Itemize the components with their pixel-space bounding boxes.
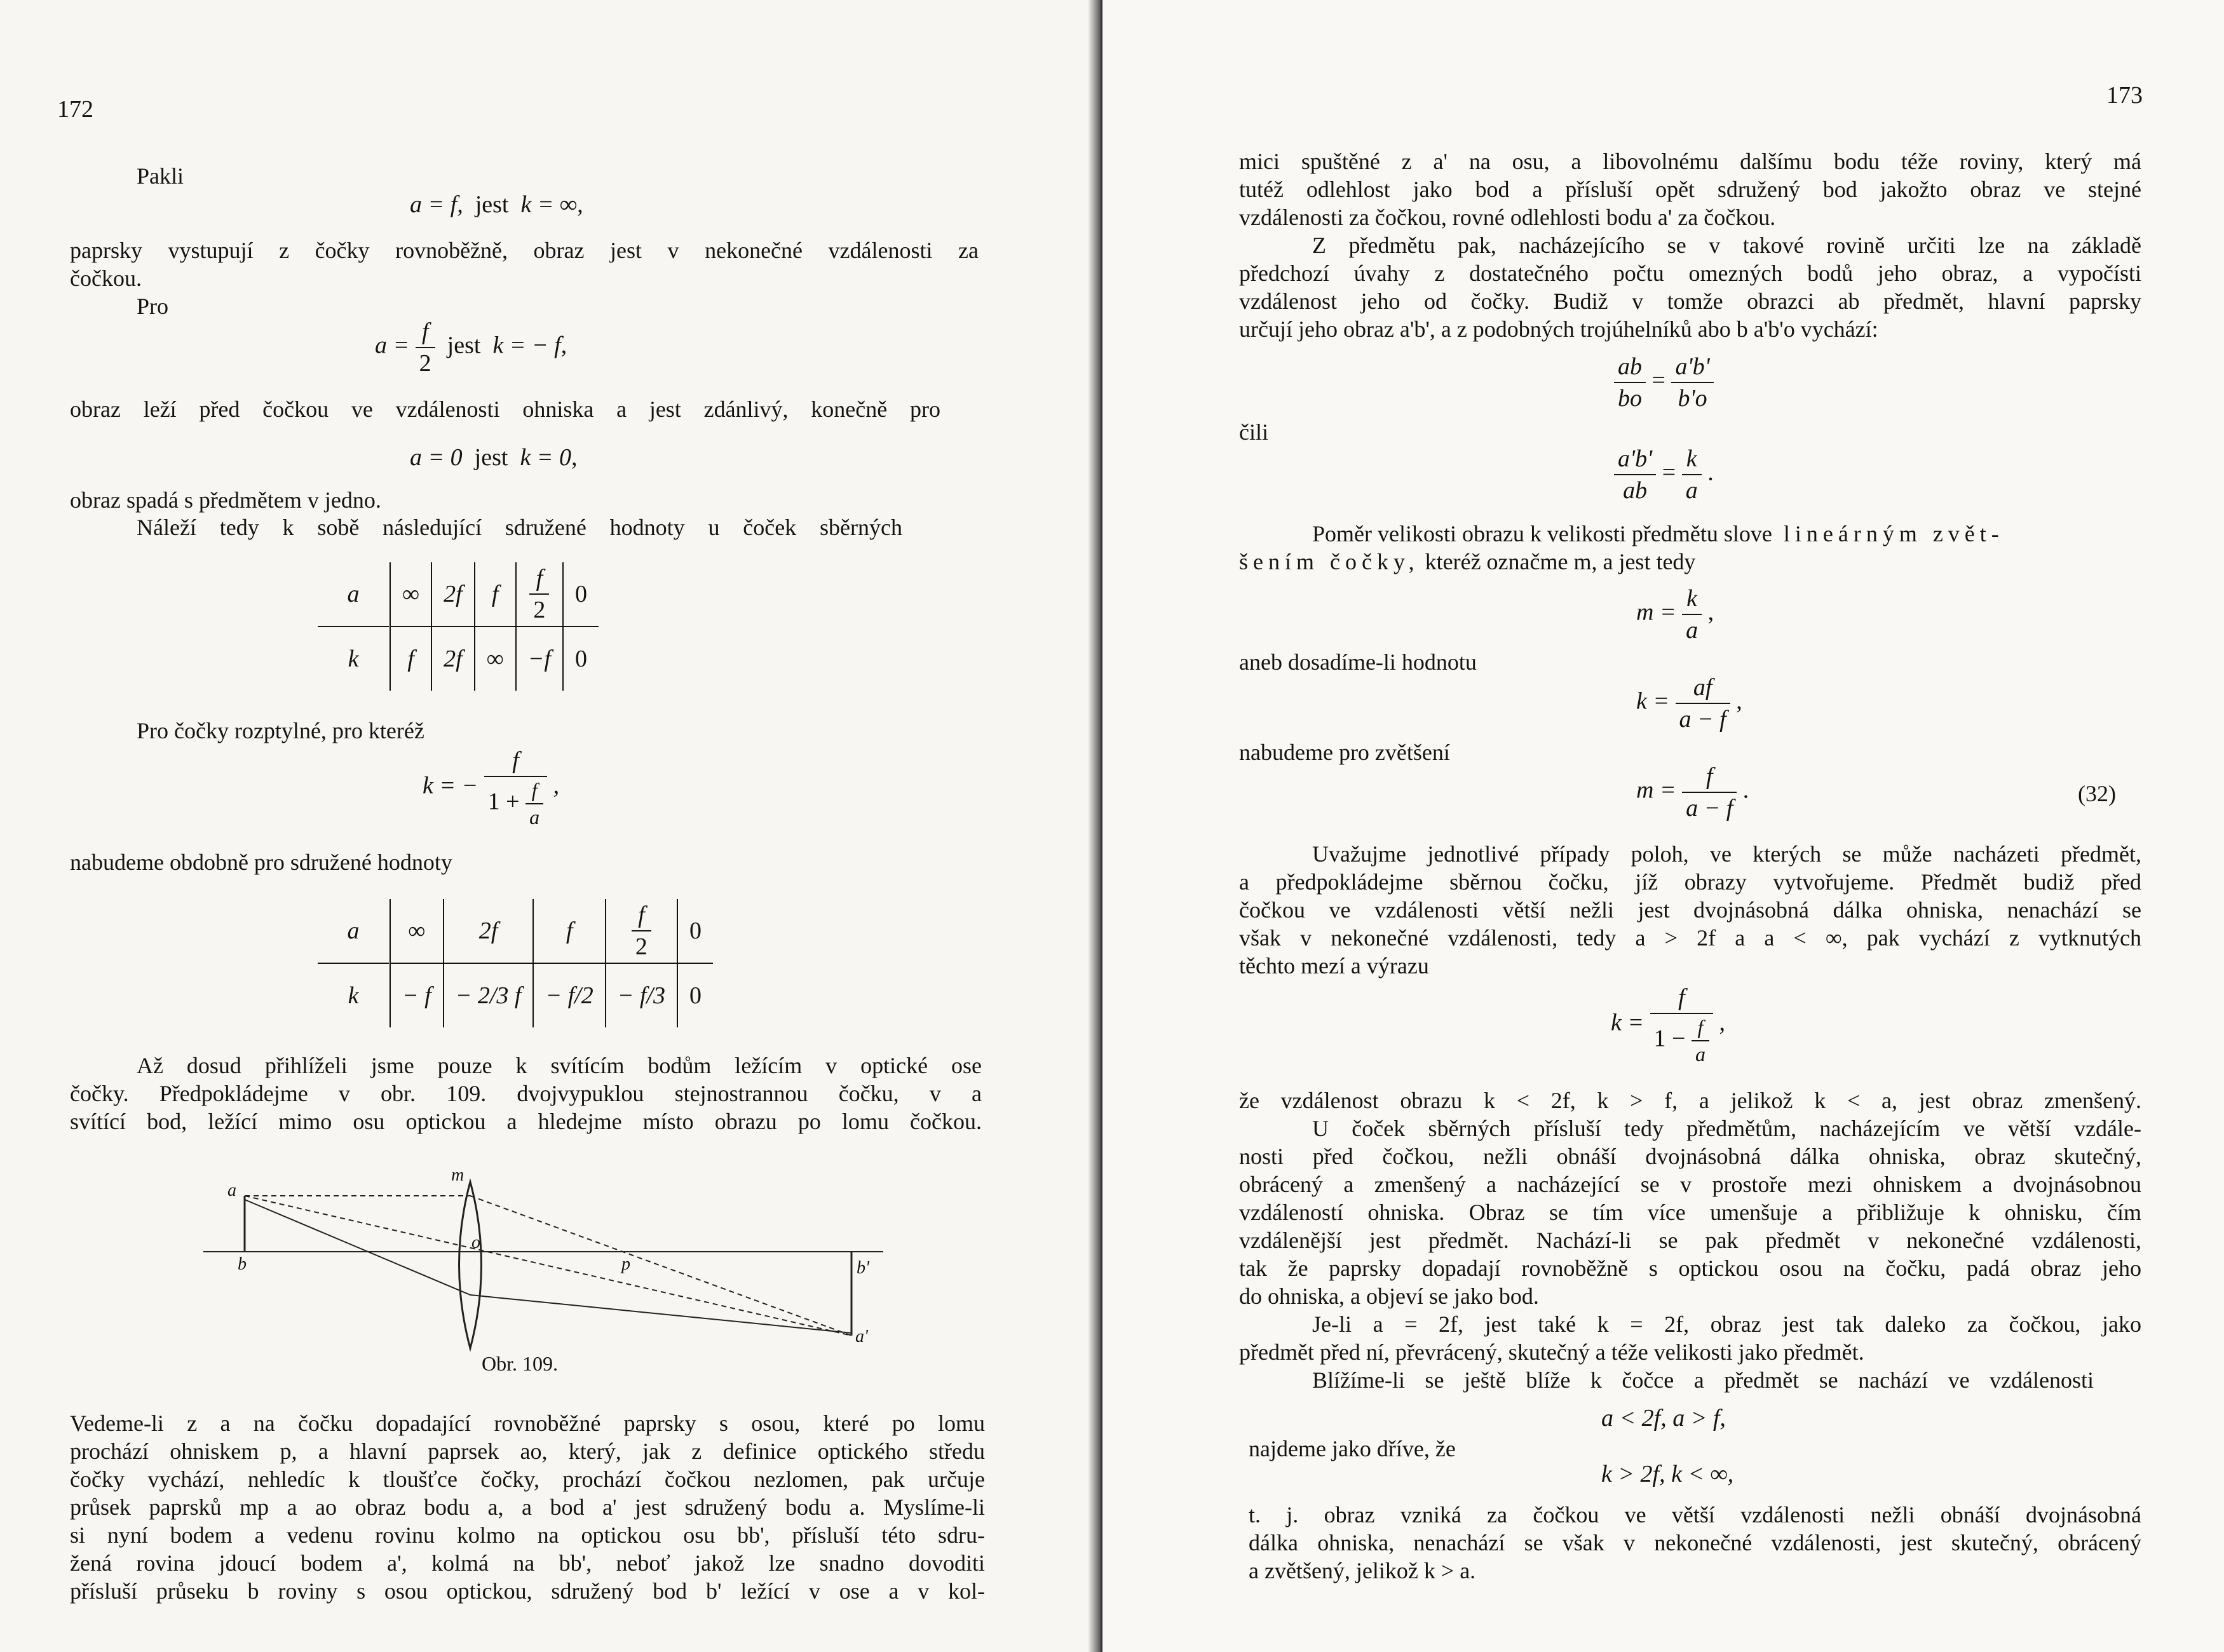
equation: k = $\frac{af}{a - f}$ , [1636,674,1742,733]
text-line: Uvažujme jednotlivé případy poloh, ve kterých se může nacházeti předmět, [1312,841,2141,867]
text-line: čočky vychází, nehledíc k tloušťce čočky, prochází čočkou nezlomen, pak určuje [70,1466,985,1492]
text-line: aneb dosadíme-li hodnotu [1239,649,1477,675]
text-line: t. j. obraz vzniká za čočkou ve větší vzdálenosti nežli obnáší dvojnásobná [1249,1502,2141,1527]
text-line: určují jeho obraz a'b', a z podobných trojúhelníků abo b a'b'o vychází: [1239,316,1878,342]
text-line: čočkou ve vzdálenosti větší nežli jest dvojnásobná dálka ohniska, nenachází se [1239,897,2141,923]
table-cell: 2f [444,899,534,963]
text-line: však v nekonečné vzdálenosti, tedy a > 2f a a < ∞, pak vychází z vytknutých [1239,925,2141,951]
text-line: paprsky vystupují z čočky rovnoběžně, obraz jest v nekonečné vzdálenosti za [70,238,979,263]
text-line: si nyní bodem a vedenu rovinu kolmo na optickou osu bb', přísluší této sdru- [70,1522,985,1548]
text-line: těchto mezí a výrazu [1239,953,1429,978]
text-line: do ohniska, a objeví se jako bod. [1239,1283,1539,1309]
table-cell: 0 [677,899,713,963]
text-line: nabudeme obdobně pro sdružené hodnoty [70,850,452,875]
text-line: čočky. Předpokládejme v obr. 109. dvojvypuklou stejnostrannou čočku, v a [70,1081,982,1106]
text-line: nabudeme pro zvětšení [1239,740,1450,765]
table-cell: 2f [431,626,475,691]
table-cell: f [533,899,605,963]
text-line: najdeme jako dříve, že [1249,1436,1456,1461]
right-page [1102,0,2224,1652]
text-line: žená rovina jdoucí bodem a', kolmá na bb', neboť jakož lze snadno dovoditi [70,1550,985,1576]
text-line: Pakli [137,163,184,189]
text-line: dálka ohniska, nenachází se však v nekonečné vzdálenosti, jest skutečný, obrácený [1249,1530,2141,1555]
text-line: předmět před ní, převrácený, skutečný a téže velikosti jako předmět. [1239,1339,1864,1365]
text-line: vzdáleností ohniska. Obraz se tím více umenšuje a přibližuje k ohnisku, čím [1239,1200,2141,1225]
text-line: tutéž odlehlost jako bod a přísluší opět sdružený bod jakožto obraz ve stejné [1239,177,2141,202]
text-line: mici spuštěné z a' na osu, a libovolnému dalšímu bodu téže roviny, který má [1239,149,2141,174]
text-line: nosti před čočkou, nežli obnáší dvojnásobná dálka ohniska, obraz skutečný, [1239,1144,2141,1169]
equation: m = $\frac{f}{a - f}$ . [1636,763,1749,822]
text-line: a předpokládejme sběrnou čočku, jíž obrazy vytvořujeme. Předmět budiž před [1239,869,2141,895]
table-cell: f [390,626,432,691]
text-line: Poměr velikosti obrazu k velikosti předmětu slove lineárným zvět- [1312,521,2004,546]
text-line: prochází ohniskem p, a hlavní paprsek ao, který, jak z definice optického středu [70,1439,985,1464]
equation: $\frac{a'b'}{ab}$ = $\frac{k}{a}$ . [1614,445,1714,504]
text-line: průsek paprsků mp a ao obraz bodu a, a bod a' jest sdružený bodu a. Myslíme-li [70,1494,985,1520]
text-line: Pro čočky rozptylné, pro kteréž [137,718,424,743]
table-cell: f [475,562,516,626]
text-line: Blížíme-li se ještě blíže k čočce a předmět se nachází ve vzdálenosti [1312,1367,2094,1393]
page-number-right: 173 [2106,82,2143,109]
text-line: Až dosud přihlíželi jsme pouze k svítícím bodům ležícím v optické ose [137,1053,982,1078]
equation: m = $\frac{k}{a}$ , [1636,585,1714,644]
equation: a = $\frac{f}{2}$ jest k = − f, [375,318,567,377]
table-cell: a [318,562,390,626]
table-row [318,626,599,691]
table-cell: − f [390,963,444,1027]
table-cell: k [318,963,390,1027]
equation: k = − f 1 + $\frac{f}{a}$ , [423,747,560,829]
text-line: obraz leží před čočkou ve vzdálenosti ohniska a jest zdánlivý, konečně pro [70,396,940,422]
page-number-left: 172 [57,96,93,123]
conjugate-values-table-converging [318,562,599,691]
table-cell: 0 [677,963,713,1027]
text-line: Vedeme-li z a na čočku dopadající rovnoběžné paprsky s osou, které po lomu [70,1411,985,1436]
table-cell: −f [516,626,563,691]
conjugate-values-table-diverging [318,899,713,1027]
text-line: tak že paprsky dopadají rovnoběžně s optickou osou na čočku, padá obraz jeho [1239,1256,2141,1281]
figure-label-a-prime: a' [855,1327,868,1346]
table-row [318,963,713,1027]
text-line: Pro [137,294,169,319]
text-line: Je-li a = 2f, jest také k = 2f, obraz jest tak daleko za čočkou, jako [1312,1311,2141,1337]
text-line: Náleží tedy k sobě následující sdružené hodnoty u čoček sběrných [137,515,902,540]
lens-ray-diagram [197,1165,896,1360]
equation: a < 2f, a > f, [1601,1405,1726,1432]
table-row [318,562,599,626]
text-line: Z předmětu pak, nacházejícího se v takové rovině určiti lze na základě [1312,233,2141,258]
table-cell: $\frac{f}{2}$ [516,562,563,626]
text-line: předchozí úvahy z dostatečného počtu omezných bodů jeho obraz, a vypočísti [1239,261,2141,286]
figure-label-a: a [227,1181,236,1200]
table-cell: 0 [563,626,599,691]
figure-label-p: p [621,1254,630,1274]
equation-number: (32) [2078,781,2116,806]
equation: k > 2f, k < ∞, [1601,1461,1734,1487]
equation: $\frac{ab}{bo}$ = $\frac{a'b'}{b'o}$ [1614,353,1714,412]
figure-label-m: m [451,1165,464,1185]
text-line: U čoček sběrných přísluší tedy předmětům, nacházejícím ve větší vzdále- [1312,1116,2141,1141]
table-cell: $\frac{f}{2}$ [606,899,677,963]
figure-caption: Obr. 109. [482,1352,558,1375]
text-line: že vzdálenost obrazu k < 2f, k > f, a jelikož k < a, jest obraz zmenšený. [1239,1088,2141,1113]
text-line: vzdálenost jeho od čočky. Budiž v tomže obrazci ab předmět, hlavní paprsky [1239,288,2141,314]
table-cell: k [318,626,390,691]
table-cell: − f/2 [533,963,605,1027]
text-line: vzdálenosti za čočkou, rovné odlehlosti bodu a' za čočkou. [1239,205,1776,230]
text-line: šením čočky, kteréž označme m, a jest tedy [1239,549,1696,574]
equation: a = 0 jest k = 0, [410,444,578,471]
table-cell: ∞ [390,899,444,963]
table-cell: 2f [431,562,475,626]
text-line: přísluší průseku b roviny s osou optickou, sdružený bod b' ležící v ose a v kol- [70,1578,985,1604]
table-cell: ∞ [390,562,432,626]
table-cell: ∞ [475,626,516,691]
table-cell: a [318,899,390,963]
text-line: svítící bod, ležící mimo osu optickou a hledejme místo obrazu po lomu čočkou. [70,1109,982,1134]
text-line: obrácený a zmenšený a nacházející se v prostoře mezi ohniskem a dvojnásobnou [1239,1172,2141,1197]
text-line: obraz spadá s předmětem v jedno. [70,487,381,513]
equation: a = f, jest k = ∞, [410,191,583,218]
table-cell: − 2/3 f [444,963,534,1027]
figure-label-b: b [238,1254,247,1274]
figure-label-o: o [471,1233,480,1252]
table-cell: 0 [563,562,599,626]
left-page [0,0,1102,1652]
equation: k = f 1 − $\frac{f}{a}$ , [1611,984,1725,1066]
figure-label-b-prime: b' [857,1258,869,1278]
text-line: vzdálenější jest předmět. Nachází-li se pak předmět v nekonečné vzdálenosti, [1239,1228,2141,1253]
text-line: čočkou. [70,266,142,291]
table-row [318,899,713,963]
text-line: a zvětšený, jelikož k > a. [1249,1558,1476,1583]
text-line: čili [1239,419,1268,445]
table-cell: − f/3 [606,963,677,1027]
